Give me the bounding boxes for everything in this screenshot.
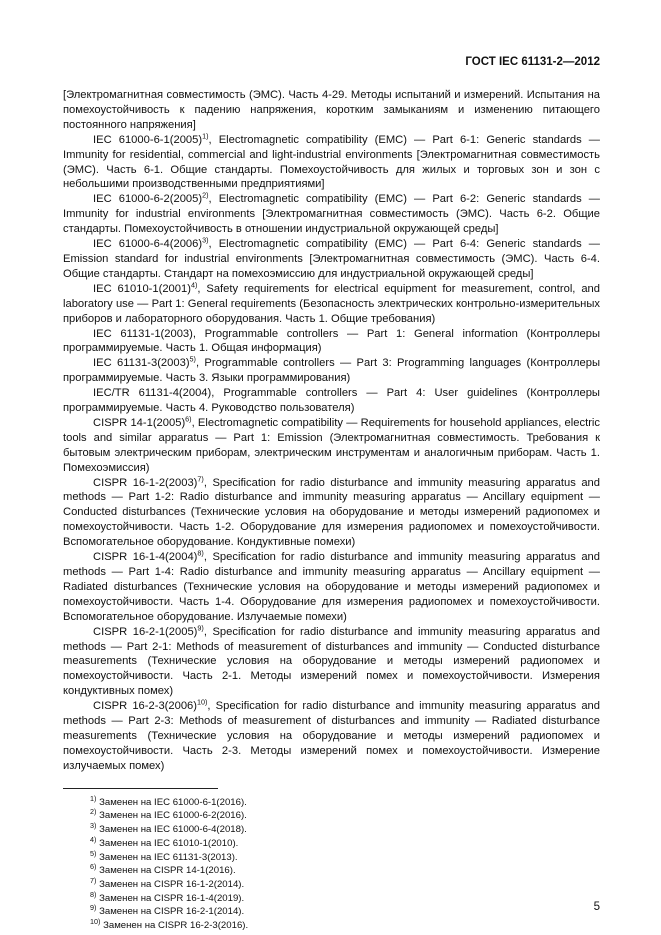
footnote-marker: 2)	[90, 807, 97, 817]
bibliography-entry	[63, 237, 600, 282]
footnote-text: Заменен на IEC 61131-3(2013).	[99, 851, 238, 863]
footnote	[63, 834, 600, 851]
entry-designation: CISPR 16-1-4(2004)	[93, 551, 198, 564]
footnote-marker: 3)	[90, 820, 97, 830]
bibliography-entry	[63, 622, 600, 700]
entry-designation: IEC 61131-3(2003)	[93, 357, 190, 370]
footnote-ref: 2)	[202, 190, 209, 200]
footnote-ref: 10)	[197, 697, 208, 707]
footnote-ref: 3)	[202, 235, 209, 245]
footnote	[63, 875, 600, 892]
footnote-ref: 4)	[190, 280, 198, 290]
entry-text: , Electromagnetic compatibility (EMC) — Part 6-4: Generic standards — Emission standard for industrial environments [Электромагнитная совместимость (ЭМС). Часть 6-4. Общие стандарты. Стандарт на помехоэмиссию для индустриальной окружающей среды]	[63, 238, 600, 280]
entry-designation: IEC/TR 61131-4(2004)	[93, 387, 212, 400]
footnotes-section	[63, 788, 600, 933]
footnote-separator	[63, 788, 218, 789]
bibliography-entry	[63, 416, 600, 476]
footnote-text: Заменен на IEC 61000-6-4(2018).	[99, 824, 247, 836]
footnote-ref: 6)	[185, 414, 192, 424]
entry-designation: CISPR 16-2-1(2005)	[93, 625, 198, 638]
footnote-text: Заменен на IEC 61000-6-1(2016).	[99, 796, 247, 808]
entry-designation: IEC 61000-6-4(2006)	[93, 238, 203, 251]
entry-designation: IEC 61131-1(2003)	[93, 327, 193, 340]
footnote	[63, 864, 600, 878]
bibliography-list	[63, 88, 600, 774]
entry-text: [Электромагнитная совместимость (ЭМС). Часть 4-29. Методы испытаний и измерений. Испытания на помехоустойчивость к падению напряжения, коротким замыканиям и изменению питающего постоянного напряжения]	[63, 89, 600, 131]
footnote-marker: 9)	[90, 903, 97, 913]
footnote-marker: 7)	[90, 875, 97, 885]
footnote-marker: 5)	[90, 848, 97, 858]
footnote-text: Заменен на CISPR 14-1(2016).	[99, 865, 236, 877]
footnote	[63, 820, 600, 837]
entry-text: , Electromagnetic compatibility (EMC) — Part 6-2: Generic standards — Immunity for industrial environments [Электромагнитная совместимость (ЭМС). Часть 6-2. Общие стандарты. Помехоустойчивость в отношении индустриальной окружающей среды]	[63, 193, 600, 236]
bibliography-entry	[63, 699, 600, 774]
footnote-ref: 9)	[197, 622, 204, 632]
footnote-marker: 4)	[90, 834, 97, 844]
entry-text: , Specification for radio disturbance and immunity measuring apparatus and methods — Part 1-2: Radio disturbance and immunity measuring apparatus — Ancillary equipment — Conducted disturbances (Технические условия на оборудование и методы измерений радиопомех и помехоустойчивости. Часть 1-2. Оборудование для измерения радиопомех и помехоустойчивости. Вспомогательное оборудование. Кондуктивные помехи)	[63, 476, 600, 549]
bibliography-entry	[63, 550, 600, 625]
entry-text: , Electromagnetic compatibility (EMC) — Part 6-1: Generic standards — Immunity for residential, commercial and light-industrial environments [Электромагнитная совместимость (ЭМС). Часть 6-1. Общие стандарты. Помехоустойчивость для жилых и торговых зон и зон с небольшими производственными предприятиями]	[63, 133, 600, 191]
footnote-marker: 8)	[90, 889, 97, 899]
footnote	[63, 905, 600, 919]
entry-text: , Safety requirements for electrical equipment for measurement, control, and laboratory use — Part 1: General requirements (Безопасность электрических контрольно-измерительных приборов и лабораторного оборудования. Часть 1. Общие требования)	[63, 282, 600, 325]
footnote	[63, 793, 600, 810]
footnote	[63, 889, 600, 906]
entry-text: , Programmable controllers — Part 3: Programming languages (Контроллеры программируемые. Часть 3. Языки программирования)	[63, 357, 600, 385]
page-number: 5	[593, 901, 600, 913]
footnote-ref: 5)	[189, 354, 196, 364]
entry-designation: CISPR 14-1(2005)	[93, 416, 186, 429]
entry-designation: CISPR 16-2-3(2006)	[93, 700, 198, 713]
footnote-marker: 10)	[90, 916, 101, 926]
footnote-ref: 8)	[197, 548, 204, 558]
entry-designation: IEC 61000-6-1(2005)	[93, 133, 203, 146]
bibliography-entry	[63, 130, 600, 193]
footnote-marker: 1)	[90, 793, 97, 803]
footnote-text: Заменен на CISPR 16-2-1(2014).	[99, 906, 245, 918]
entry-text: , Specification for radio disturbance and immunity measuring apparatus and methods — Part 2-3: Methods of measurement of disturbances and immunity — Radiated disturbance measurements (Технические условия на оборудование и методы измерений радиопомех и помехоустойчивости. Часть 2-3. Методы измерений помех и помехоустойчивости. Измерение излучаемых помех)	[63, 700, 600, 772]
footnote-text: Заменен на CISPR 16-2-3(2016).	[103, 920, 249, 932]
entry-text: , Specification for radio disturbance and immunity measuring apparatus and methods — Part 1-4: Radio disturbance and immunity measuring apparatus — Ancillary equipment — Radiated disturbances (Технические условия на оборудование и методы измерений радиопомех и помехоустойчивости. Часть 1-4. Оборудование для измерения радиопомех и помехоустойчивости. Вспомогательное оборудование. Излучаемые помехи)	[63, 551, 600, 623]
entry-designation: IEC 61000-6-2(2005)	[93, 193, 203, 206]
entry-designation: CISPR 16-1-2(2003)	[93, 476, 198, 489]
bibliography-entry	[63, 386, 600, 416]
document-code-header: ГОСТ IEC 61131-2—2012	[465, 56, 600, 68]
entry-text: , Specification for radio disturbance and immunity measuring apparatus and methods — Part 2-1: Methods of measurement of disturbances and immunity — Conducted disturbance measurements (Технические условия на оборудование и методы измерений радиопомех и помехоустойчивости. Часть 2-1. Методы измерений помех и помехоустойчивости. Измерения кондуктивных помех)	[63, 625, 600, 698]
footnote-ref: 7)	[197, 473, 204, 483]
bibliography-entry	[63, 327, 600, 357]
footnote	[63, 916, 600, 933]
footnote-text: Заменен на IEC 61000-6-2(2016).	[99, 810, 247, 822]
footnote-text: Заменен на IEC 61010-1(2010).	[99, 837, 239, 849]
entry-text: , Programmable controllers — Part 4: User guidelines (Контроллеры программируемые. Часть 4. Руководство пользователя)	[63, 387, 600, 415]
bibliography-entry	[63, 192, 600, 237]
bibliography-entry	[63, 473, 600, 551]
footnote-text: Заменен на CISPR 16-1-4(2019).	[99, 892, 245, 904]
entry-text: , Electromagnetic compatibility — Requirements for household appliances, electric tools and similar apparatus — Part 1: Emission (Электромагнитная совместимость. Требования к бытовым электрическим приборам, электрическим инструментам и аналогичным приборам. Часть 1. Помехоэмиссия)	[63, 416, 600, 474]
bibliography-entry	[63, 282, 600, 327]
entry-designation: IEC 61010-1(2001)	[93, 282, 191, 295]
bibliography-entry	[63, 356, 600, 386]
entry-text: , Programmable controllers — Part 1: General information (Контроллеры программируемые. Часть 1. Общая информация)	[63, 327, 600, 355]
footnote	[63, 848, 600, 865]
footnote-ref: 1)	[202, 130, 209, 140]
footnote-text: Заменен на CISPR 16-1-2(2014).	[99, 878, 245, 890]
footnote	[63, 809, 600, 823]
footnote-marker: 6)	[90, 862, 97, 872]
bibliography-entry	[63, 88, 600, 133]
